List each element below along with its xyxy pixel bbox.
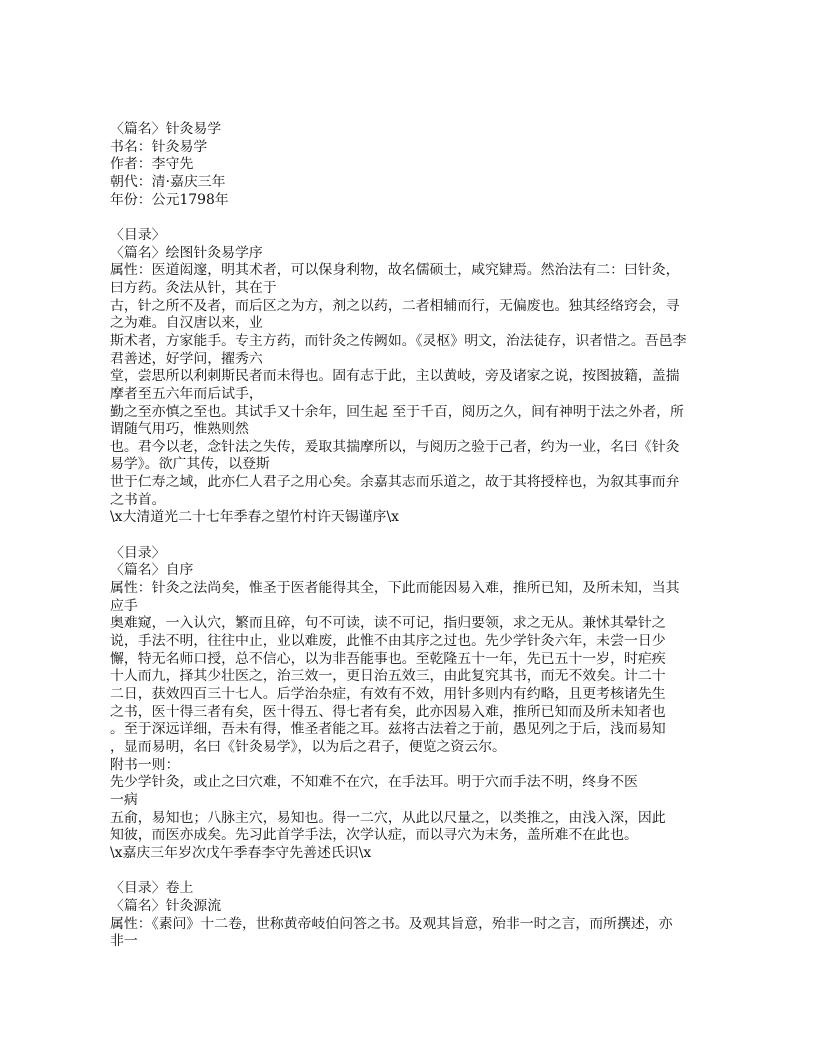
section-origins xyxy=(110,880,730,951)
text-line: 。至于深远详细，吾未有得，惟圣者能之耳。兹将古法着之于前，愚见列之于后，浅而易知 xyxy=(110,721,666,738)
blank-line xyxy=(110,209,730,227)
appendix-heading: 附书一则： xyxy=(110,756,180,773)
text-line: 斯术者，方家能手。专主方药，而针灸之传阙如。《灵枢》明文，治法徒存，识者惜之。吾邑李 xyxy=(110,332,687,349)
text-line: 奥难窥，一入认穴，繁而且碎，句不可读，读不可记，指归要领，求之无从。兼怵其晕针之 xyxy=(110,615,666,632)
text-line: ，显而易明，名曰《针灸易学》，以为后之君子，便览之资云尔。 xyxy=(110,738,506,755)
document-header xyxy=(110,121,730,209)
section-title: 〈篇名〉自序 xyxy=(110,562,194,579)
text-line: 二日，获效四百三十七人。后学治杂症，有效有不效，用针多则内有约略，且更考核诸先生 xyxy=(110,686,666,702)
text-line: 世于仁寿之域，此亦仁人君子之用心矣。余嘉其志而乐道之，故于其将授梓也，为叙其事而弁 xyxy=(110,474,680,491)
header-line-book-name: 书名：针灸易学 xyxy=(110,138,208,155)
text-line: 属性：针灸之法尚矣，惟圣于医者能得其全，下此而能因易入难，推所已知，及所未知，当其 xyxy=(110,580,680,597)
header-line-author: 作者：李守先 xyxy=(110,156,194,173)
text-line: 勤之至亦慎之至也。其试手又十余年，回生起 至于千百，阅历之久，间有神明于法之外者，所 xyxy=(110,403,684,420)
text-line: 知彼，而医亦成矣。先习此首学手法，次学认症，而以寻穴为末务，盖所难不在此也。 xyxy=(110,827,638,844)
text-line: 应手 xyxy=(110,597,138,614)
text-line: 易学》。欲广其传，以登斯 xyxy=(110,456,270,473)
signature-line: \x大清道光二十七年季春之望竹村许天锡谨序\x xyxy=(110,509,399,526)
text-line: 堂，尝思所以利刺斯民者而未得也。固有志于此，主以黄岐，旁及诸家之说，按图披籍，盖揣 xyxy=(110,368,680,385)
section-toc: 〈目录〉 xyxy=(110,226,166,243)
text-line: 之书首。 xyxy=(110,491,166,508)
text-line: 之为难。自汉唐以来，业 xyxy=(110,315,263,332)
text-line: 十人而九，择其少壮医之，治三效一，更日治五效三，由此复究其书，而无不效矣。计二十 xyxy=(110,668,666,685)
text-line: 也。君今以老，念针法之失传，爰取其揣摩所以，与阅历之验于己者，约为一业，名曰《针灸 xyxy=(110,438,680,455)
text-line: 古，针之所不及者，而后区之为方，剂之以药，二者相辅而行，无偏废也。独其经络窍会，寻 xyxy=(110,297,680,314)
blank-line xyxy=(110,863,730,881)
text-line: 属性：《素问》十二卷，世称黄帝岐伯问答之书。及观其旨意，殆非一时之言，而所撰述，亦 xyxy=(110,915,673,932)
text-line: 五俞，易知也；八脉主穴，易知也。得一二穴，从此以尺量之，以类推之，由浅入深，因此 xyxy=(110,809,666,826)
section-title: 〈篇名〉针灸源流 xyxy=(110,897,222,914)
document-page xyxy=(110,121,730,951)
text-line: 属性：医道闳邃，明其术者，可以保身利物，故名儒硕士，咸究肄焉。然治法有二：曰针灸， xyxy=(110,262,680,279)
text-line: 摩者至五六年而后试手， xyxy=(110,385,263,402)
text-line: 非一 xyxy=(110,933,138,950)
header-line-year: 年份：公元1798年 xyxy=(110,191,229,208)
section-toc: 〈目录〉 xyxy=(110,544,166,561)
section-toc: 〈目录〉卷上 xyxy=(110,880,194,897)
text-line: 曰方药。灸法从针，其在于 xyxy=(110,279,277,296)
section-title: 〈篇名〉绘图针灸易学序 xyxy=(110,244,263,261)
text-line: 懈，特无名师口授，总不信心，以为非吾能事也。至乾隆五十一年，先已五十一岁，时疟疾 xyxy=(110,650,666,667)
text-line: 之书，医十得三者有矣，医十得五、得七者有矣，此亦因易入难，推所已知而及所未知者也 xyxy=(110,703,666,720)
signature-line: \x嘉庆三年岁次戊午季春李守先善述氏识\x xyxy=(110,844,372,861)
text-line: 说，手法不明，往往中止，业以难废，此惟不由其序之过也。先少学针灸六年，未尝一日少 xyxy=(110,633,666,650)
blank-line xyxy=(110,527,730,545)
text-line: 一病 xyxy=(110,791,138,808)
section-self-preface xyxy=(110,545,730,863)
header-line-title: 〈篇名〉针灸易学 xyxy=(110,121,222,137)
text-line: 先少学针灸，或止之曰穴难，不知难不在穴，在手法耳。明于穴而手法不明，终身不医 xyxy=(110,774,638,791)
header-line-dynasty: 朝代：清·嘉庆三年 xyxy=(110,173,226,190)
section-preface xyxy=(110,227,730,527)
text-line: 谓随气用巧，惟熟则然 xyxy=(110,421,249,438)
text-line: 君善述，好学问，擢秀六 xyxy=(110,350,263,367)
